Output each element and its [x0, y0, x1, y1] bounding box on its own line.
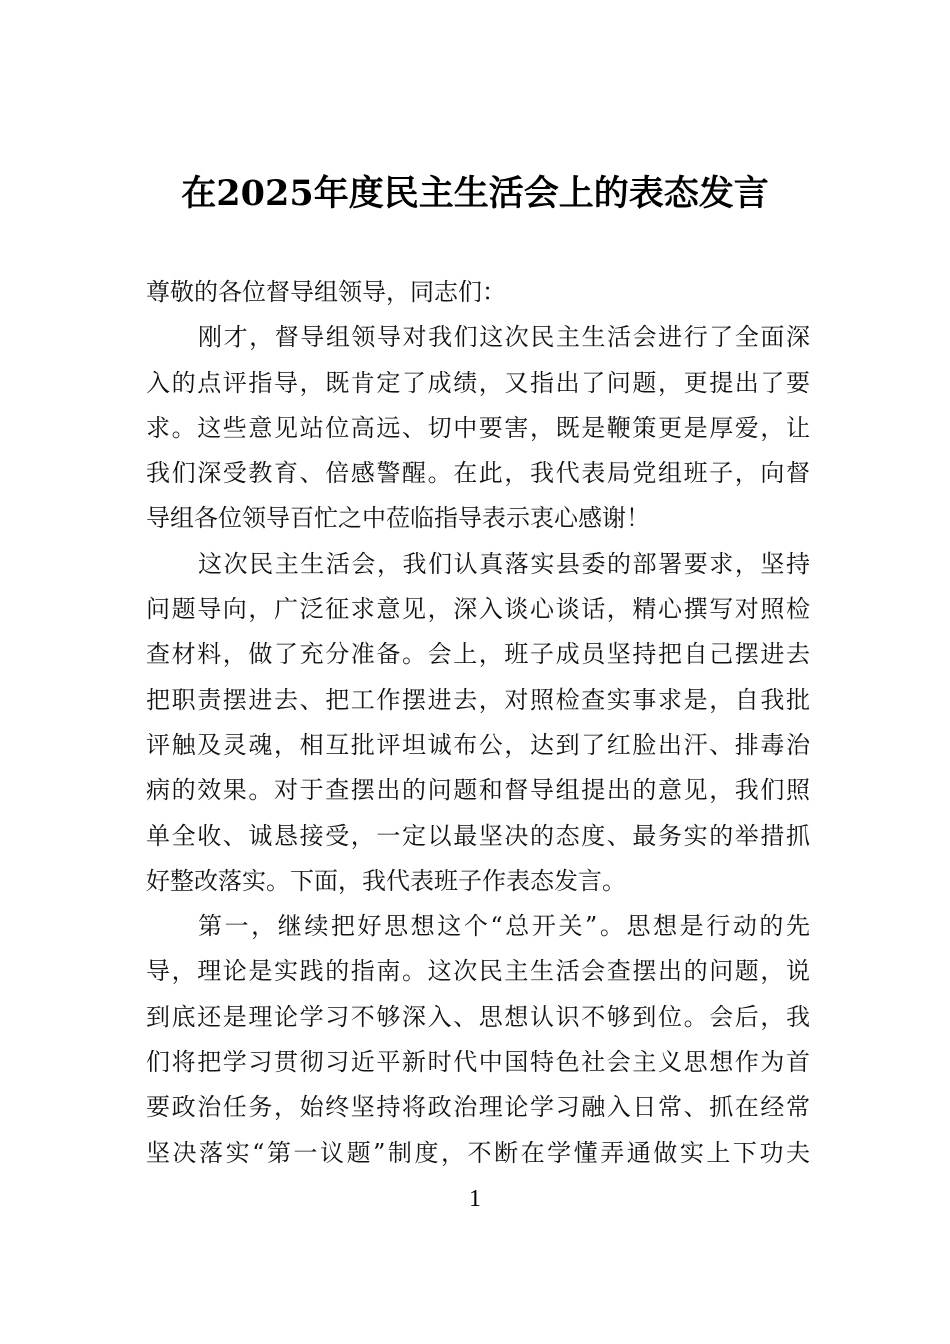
text-line: 到底还是理论学习不够深入、思想认识不够到位。会后，我	[146, 1002, 810, 1031]
text-line: 病的效果。对于查摆出的问题和督导组提出的意见，我们照	[146, 776, 810, 805]
page-number: 1	[469, 1186, 481, 1212]
text-line: 坚决落实“第一议题”制度，不断在学懂弄通做实上下功夫	[146, 1138, 810, 1167]
text-line: 们将把学习贯彻习近平新时代中国特色社会主义思想作为首	[146, 1048, 810, 1077]
text-line: 入的点评指导，既肯定了成绩，又指出了问题，更提出了要	[146, 368, 810, 397]
text-line: 求。这些意见站位高远、切中要害，既是鞭策更是厚爱，让	[146, 413, 810, 442]
text-line: 好整改落实。下面，我代表班子作表态发言。	[146, 866, 626, 895]
text-line: 刚才，督导组领导对我们这次民主生活会进行了全面深	[198, 323, 810, 352]
text-line: 我们深受教育、倍感警醒。在此，我代表局党组班子，向督	[146, 459, 810, 488]
text-line: 查材料，做了充分准备。会上，班子成员坚持把自己摆进去	[146, 640, 810, 669]
text-line: 把职责摆进去、把工作摆进去，对照检查实事求是，自我批	[146, 685, 810, 714]
document-title: 在2025年度民主生活会上的表态发言	[181, 173, 769, 214]
document-body	[146, 270, 810, 1176]
text-line: 评触及灵魂，相互批评坦诚布公，达到了红脸出汗、排毒治	[146, 730, 810, 759]
text-line: 第一，继续把好思想这个“总开关”。思想是行动的先	[198, 912, 810, 941]
text-line: 导组各位领导百忙之中莅临指导表示衷心感谢！	[146, 504, 650, 533]
salutation-line: 尊敬的各位督导组领导，同志们：	[146, 278, 506, 306]
text-line: 单全收、诚恳接受，一定以最坚决的态度、最务实的举措抓	[146, 821, 810, 850]
text-line: 问题导向，广泛征求意见，深入谈心谈话，精心撰写对照检	[146, 595, 810, 624]
text-line: 要政治任务，始终坚持将政治理论学习融入日常、抓在经常	[146, 1093, 810, 1122]
text-line: 导，理论是实践的指南。这次民主生活会查摆出的问题，说	[146, 957, 810, 986]
text-line: 这次民主生活会，我们认真落实县委的部署要求，坚持	[198, 549, 810, 578]
